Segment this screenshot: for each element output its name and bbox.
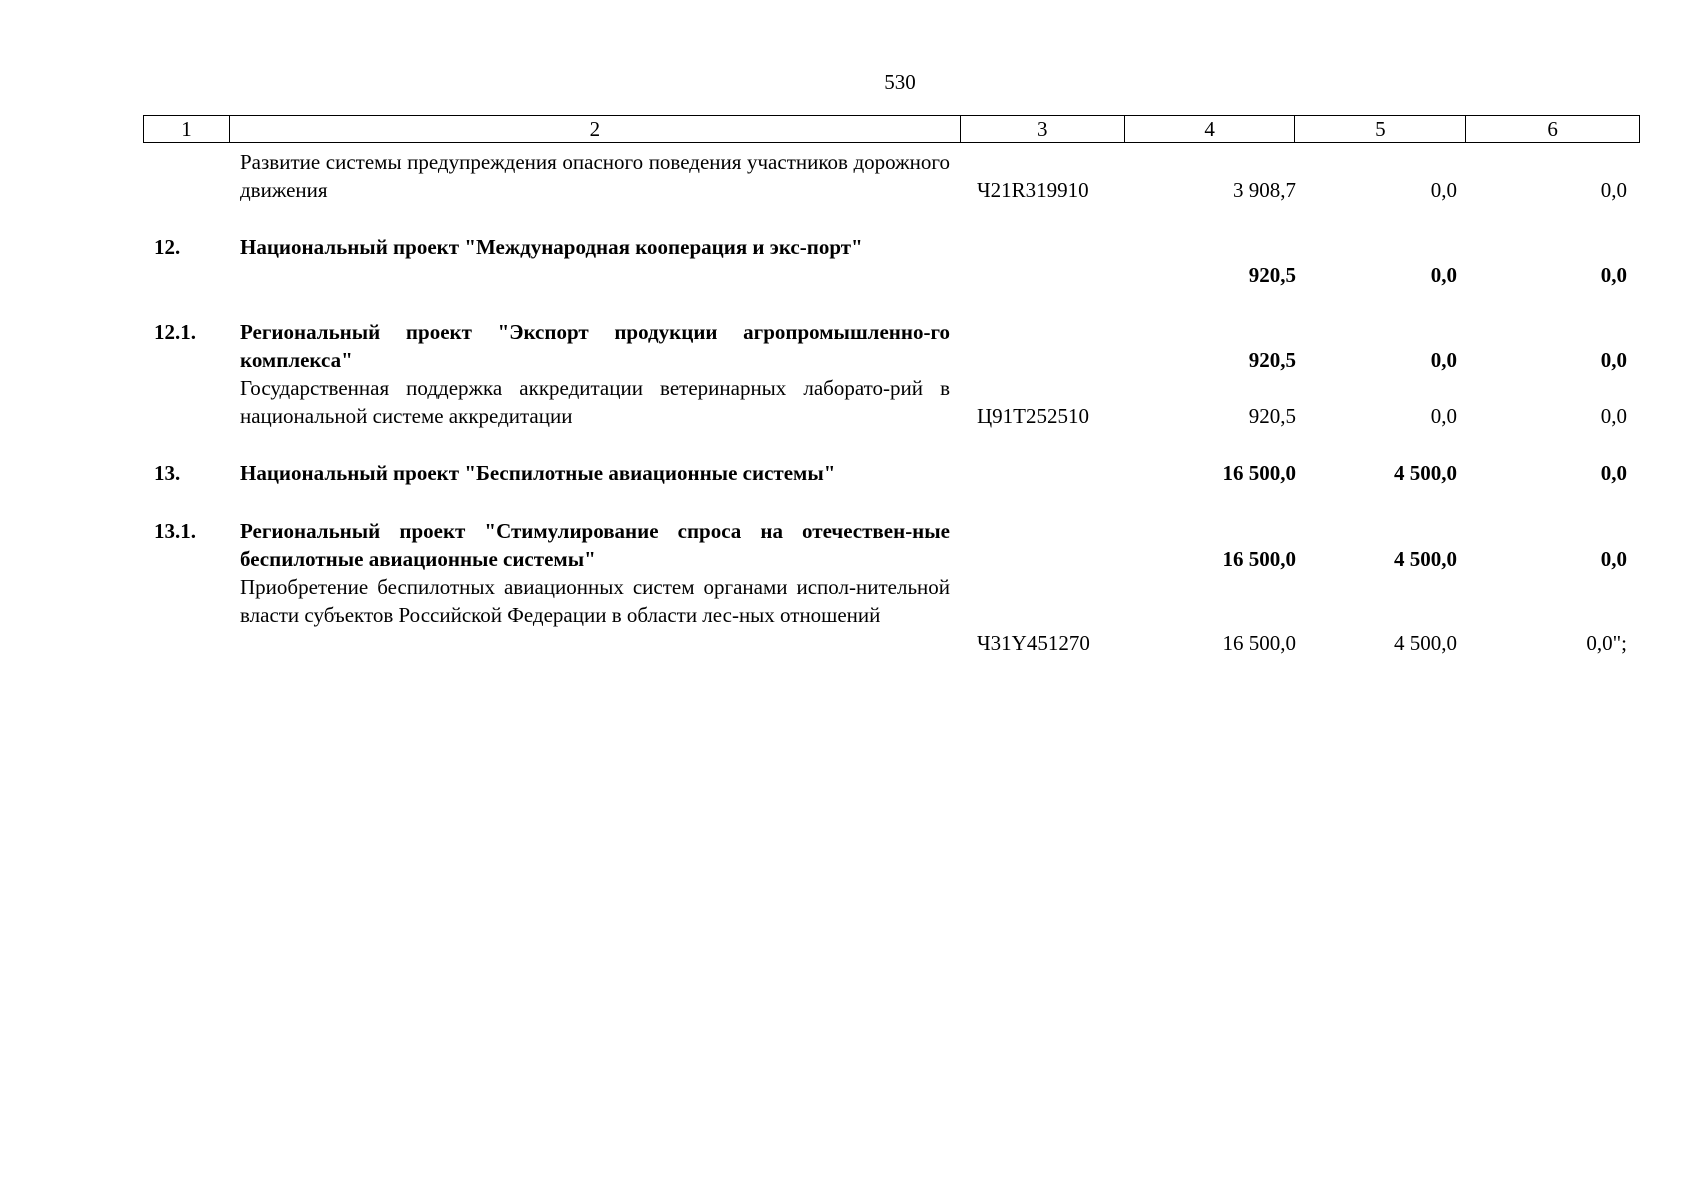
row-value-4: 3 908,7: [1233, 178, 1296, 202]
row-value-4: 920,5: [1248, 348, 1296, 372]
table-row: [0, 459, 1697, 487]
row-value-4: 16 500,0: [1222, 461, 1296, 485]
row-description: Приобретение беспилотных авиационных систем органами испол-нительной власти субъектов Российской Федерации в области лес-ных отношений: [240, 575, 950, 627]
header-col-3: 3: [961, 116, 1125, 142]
row-description: Национальный проект "Международная кооперация и экс-порт": [240, 235, 863, 259]
page-number: 530: [884, 70, 916, 94]
row-number: 12.: [154, 235, 181, 259]
table-row: [0, 148, 1697, 204]
row-value-5: 0,0: [1430, 263, 1457, 287]
row-value-5: 0,0: [1430, 404, 1457, 428]
table-row: [0, 374, 1697, 430]
row-value-6: 0,0: [1600, 547, 1627, 571]
row-code: Ч21R319910: [977, 178, 1089, 202]
row-description: Национальный проект "Беспилотные авиационные системы": [240, 461, 836, 485]
header-col-6: 6: [1547, 117, 1558, 141]
header-col-4: 4: [1125, 116, 1296, 142]
table-row: [0, 233, 1697, 289]
row-value-4: 920,5: [1248, 404, 1296, 428]
row-value-6: 0,0: [1600, 461, 1627, 485]
row-number: 12.1.: [154, 320, 196, 344]
row-number: 13.1.: [154, 519, 196, 543]
row-value-6: 0,0: [1600, 404, 1627, 428]
row-code: Ч31Y451270: [977, 631, 1090, 655]
row-value-5: 4 500,0: [1394, 631, 1457, 655]
row-value-6: 0,0: [1600, 178, 1627, 202]
table-header: [143, 115, 1640, 143]
row-value-5: 0,0: [1430, 178, 1457, 202]
row-code: Ц91Т252510: [977, 404, 1089, 428]
row-value-4: 16 500,0: [1222, 631, 1296, 655]
row-value-5: 4 500,0: [1394, 547, 1457, 571]
row-value-4: 920,5: [1248, 263, 1296, 287]
row-value-5: 0,0: [1430, 348, 1457, 372]
row-number: 13.: [154, 461, 181, 485]
row-value-5: 4 500,0: [1394, 461, 1457, 485]
row-value-6: 0,0";: [1586, 631, 1627, 655]
row-value-4: 16 500,0: [1222, 547, 1296, 571]
header-col-5: 5: [1295, 116, 1466, 142]
row-description: Государственная поддержка аккредитации ветеринарных лаборато-рий в национальной системе аккредитации: [240, 376, 950, 428]
row-description: Региональный проект "Экспорт продукции агропромышленно-го комплекса": [240, 320, 950, 372]
table-row: [0, 517, 1697, 573]
row-description: Региональный проект "Стимулирование спроса на отечествен-ные беспилотные авиационные системы": [240, 519, 950, 571]
header-col-2: 2: [230, 116, 961, 142]
table-row: [0, 318, 1697, 374]
row-value-6: 0,0: [1600, 263, 1627, 287]
row-value-6: 0,0: [1600, 348, 1627, 372]
header-col-1: 1: [144, 116, 230, 142]
row-description: Развитие системы предупреждения опасного поведения участников дорожного движения: [240, 150, 950, 202]
table-row: [0, 573, 1697, 657]
